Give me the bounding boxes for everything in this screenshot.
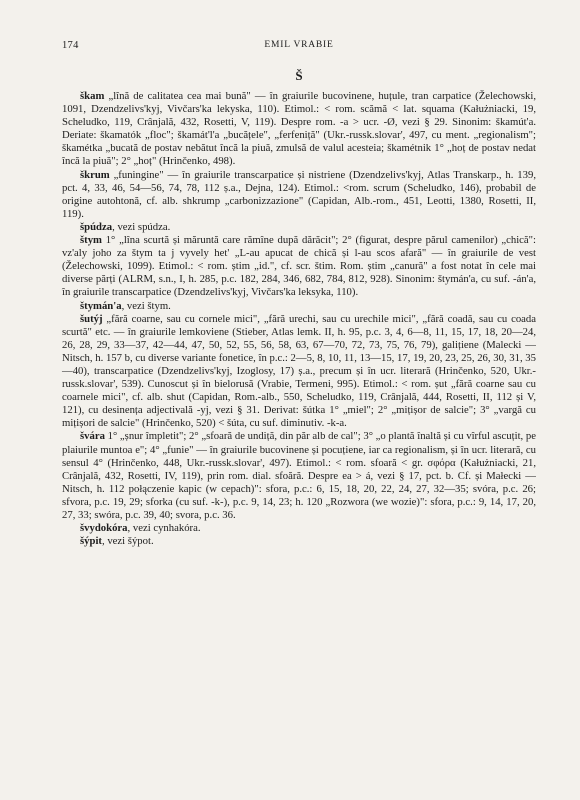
entry-headword: štymán'a [80, 299, 122, 312]
dictionary-entry [62, 300, 536, 313]
entry-text: , vezi spúdza. [112, 220, 171, 233]
dictionary-entry [62, 430, 536, 522]
entry-headword: šutýj [80, 312, 103, 325]
entry-headword: šýpit [80, 535, 102, 548]
entry-headword: škam [80, 90, 105, 102]
dictionary-entry [62, 234, 536, 299]
entry-text: „fără coarne, sau cu cornele mici", „fără urechi, sau cu urechile mici", „fără coadă, sau cu coada scurtă" etc. — în graiurile lemkoviene (Stieber, Atlas lemk. II, h. 95, p.c. 3, 4, 6—8, 11, 15, 17, 18, 20—24, 26, 28, 29, 33—37, 42—44, 47, 50, 52, 55, 56, 58, 63, 67—70, 72, 73, 75, 76, 79), galițiene (Malecki — Nitsch, h. 157 b, cu diverse variante fonetice, în p.c.: 2—5, 8, 10, 11, 13—15, 17, 19, 20, 23, 25, 26, 30, 31, 35—40), transcarpatice (Dzendzelivs'kyj, Izoglosy, 17) ș.a., precum și în ucr. literară (Hrinčenko, 520, Ukr.-russk.slovar', 539). Cunoscut și în bielorusă (Vrabie, Termeni, 995). Etimol.: < rom. șut „fără coarne sau cu coarnele mici", cf. alb. shut (Capidan, Rom.-alb., 550, Scheludko, 119, Crânjală, 444, Rosetti, II, 112 și V, 121), cu desinența adjectivală -yj, vezi § 31. Derivat: šútka 1° „miel"; 2° „mițișor de salcie"; 3° „vargă cu mițișori de salcie" (Hrinčenko, 520) < šúta, cu suf. diminutiv. -k-a. [62, 312, 536, 430]
dictionary-entry [62, 535, 536, 548]
dictionary-entry [62, 522, 536, 535]
entry-headword: švydokóra [80, 522, 128, 535]
entry-text: 1° „lîna scurtă și măruntă care rămîne după dărăcit"; 2° (figurat, despre părul camenilor) „chică": vz'aly joho za štym ta j vyvely het' „L-au apucat de chică și l-au scos afară" — în graiurile de vest (Želechowski, 1099). Etimol.: < rom. știm „id.", cf. scr. štim. Rom. știm „canură" a fost notat în cele mai diverse părți (ALRM, s.n., I, h. 285, p.c. 182, 284, 346, 682, 784, 812, 928). Sinonim: štymán'a, cu suf. -án'a, în graiurile transcarpatice (Dzendzelivs'kyj, Vivčars'ka leksyka, 110). [62, 234, 536, 299]
running-author: EMIL VRABIE [264, 40, 334, 50]
entry-text: , vezi cynhakóra. [127, 522, 201, 535]
dictionary-entry [62, 221, 536, 234]
entry-text: „funingine" — în graiurile transcarpatice și nistriene (Dzendzelivs'kyj, Atlas Transkarp., h. 139, pct. 4, 33, 46, 54—56, 74, 78, 112 ș.a., Dejna, 124). Etimol.: <rom. scrum (Scheludko, 146), probabil de origine autohtonă, cf. alb. shkrump „carbonizzazione" (Capidan, Alb.-rom., 451, Leotti, 1380, Rosetti, II, 119). [62, 168, 536, 220]
section-letter: Š [295, 68, 303, 83]
running-header [62, 40, 536, 56]
entry-text: „lînă de calitatea cea mai bună" — în graiurile bucovinene, huțule, tran carpatice (Želechowski, 1091, Dzendzelivs'kyj, Vivčars'ka lekyska, 110). Etimol.: < rom. scămă < lat. squama (Kałużniacki, 19, Scheludko, 119, Crânjală, 432, Rosetti, V, 119). Despre rom. -a > ucr. -Ø, vezi § 29. Sinonim: škamút'a. Deriate: škamatók „floc"; škamát'l'a „bucățele", „ferfeniță" (Ukr.-russk.slovar', 497, cu ment. „regionalism"; škamétka „bucată de postav nebătut încă la piuă, zmulsă de valul acesteia; škamétnik 1° „hoț de postav nedat încă la piuă"; 2° „hoț" (Hrinčenko, 498). [62, 90, 536, 168]
entry-text: , vezi štym. [121, 299, 171, 312]
page-number: 174 [62, 40, 79, 51]
entry-headword: škrum [80, 168, 110, 181]
entry-headword: špúdza [80, 220, 113, 233]
dictionary-entry [62, 90, 536, 169]
entry-headword: štym [80, 234, 102, 247]
entry-headword: švára [80, 430, 105, 443]
entry-text: 1° „șnur împletit"; 2° „sfoară de undiță, din păr alb de cal"; 3° „o plantă înaltă și cu vîrful ascuțit, pe plaiurile muntoa e"; 4° „funie" — în graiurile bucovinene și pocuțiene, iar ca regionalism, și în ucr. literară, cu sensul 4° (Hrinčenko, 448, Ukr.-russk.slovar', 497). Etimol.: < rom. sfoară < gr. σφόρα (Kałużniacki, 21, Crânjală, 432, Rosetti, IV, 119), prin rom. dial. sfoără. Despre ea > á, vezi § 17, pct. b. Cf. și Małecki — Nitsch, h. 112 połączenie kapic (w cepach)": sfora, p.c.: 6, 15, 18, 20, 22, 24, 27, 32—35; svóra, p.c. 26; sfvora, p.c. 19, 29; sforka (cu suf. -k-), p.c. 9, 14, 23; h. 120 „Rozwora (we wozie)": sfora, p.c.: 9, 14, 17, 20, 27, 33; swóra, p.c. 39, 40; svora, p.c. 36. [62, 430, 536, 521]
dictionary-entry [62, 169, 536, 221]
entry-text: , vezi šýpot. [101, 535, 154, 548]
dictionary-entry [62, 313, 536, 431]
